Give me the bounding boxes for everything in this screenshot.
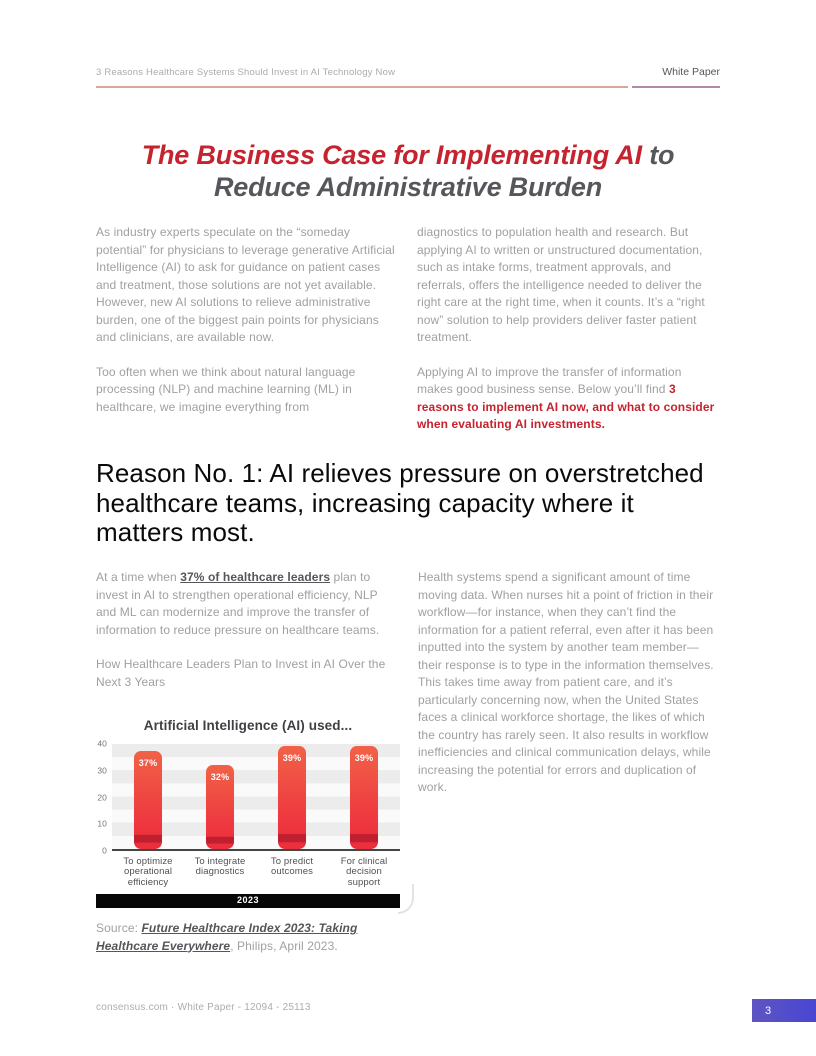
y-tick-label: 0 (102, 845, 107, 856)
x-category-label: To integrate diagnostics (194, 855, 246, 877)
paragraph-text: At a time when (96, 570, 181, 584)
bar-slot (256, 744, 328, 849)
bar-3 (278, 746, 306, 848)
bar-chart (96, 717, 400, 908)
reason-1-section (96, 569, 720, 955)
reason-1-right-column (418, 569, 720, 955)
page-title-line2: Reduce Administrative Burden (214, 172, 602, 202)
intro-paragraph: As industry experts speculate on the “someday potential” for physicians to leverage generative Artificial Intelligence (AI) to ask for guidance on patient cases and treatment, those solutions are not yet available. However, new AI solutions to relieve administrative burden, one of the biggest pain points for physicians and clinicians, are available now. (96, 225, 395, 344)
running-title: 3 Reasons Healthcare Systems Should Invest in AI Technology Now (96, 67, 396, 78)
x-category-label: For clinical decision support (340, 855, 388, 888)
bar-1 (134, 751, 162, 848)
y-tick-label: 20 (97, 791, 107, 802)
intro-paragraph-red-bold: 3 reasons to implement AI now, and what to consider when evaluating AI investments. (417, 382, 715, 431)
source-citation (96, 920, 396, 955)
intro-paragraph: diagnostics to population health and research. But applying AI to written or unstructured documentation, such as intake forms, treatment approvals, and referrals, offers the intelligence needed to deliver the right care at the right time, when it counts. It’s a “right now” solution to help providers deliver faster patient treatment. (417, 225, 705, 344)
document-type-label: White Paper (662, 66, 720, 78)
header-rule (96, 86, 720, 88)
y-tick-label: 30 (97, 765, 107, 775)
intro-paragraph (417, 364, 720, 434)
chart-plot (112, 744, 400, 851)
source-prefix: Source: (96, 921, 142, 935)
intro-left-column (96, 224, 399, 434)
decorative-corner-arc (398, 884, 414, 914)
y-tick-label: 40 (97, 738, 107, 749)
reason-paragraph: Health systems spend a significant amount of time moving data. When nurses hit a point of friction in their workflow—for instance, when they can’t find the information for a patient referral, even after it has been inputted into the system by another team member—their response is to type in the information themselves. This takes time away from patient care, and it’s particularly concerning now, when the United States faces a clinical workforce shortage, the likes of which the country has rarely seen. It also results in workflow inefficiencies and clinical communication delays, while increasing the potential for errors and duplication of work. (418, 570, 714, 794)
bar-value-label: 32% (210, 771, 230, 782)
paragraph-text: plan to invest in AI to strengthen operational efficiency, NLP and ML can modernize and improve the transfer of information to reduce pressure on healthcare teams. (96, 570, 380, 637)
chart-series-band (96, 894, 400, 908)
reason-1-heading: Reason No. 1: AI relieves pressure on overstretched healthcare teams, increasing capacity where it matters most. (96, 458, 704, 547)
chart-series-label: 2023 (236, 895, 260, 906)
bar-slot (184, 744, 256, 849)
bar-2 (206, 765, 234, 849)
y-tick-label: 10 (97, 818, 107, 829)
x-category-label: To predict outcomes (270, 855, 314, 877)
chart-x-labels (112, 851, 400, 889)
chart-intro-caption: How Healthcare Leaders Plan to Invest in AI Over the Next 3 Years (96, 657, 386, 689)
chart-title: Artificial Intelligence (AI) used... (143, 718, 353, 733)
page-number-badge (752, 999, 816, 1022)
source-link[interactable]: Future Healthcare Index 2023: Taking Healthcare Everywhere (96, 921, 358, 953)
bar-value-label: 37% (138, 758, 158, 769)
x-category-label: To optimize operational efficiency (123, 855, 173, 888)
healthcare-leaders-stat-link[interactable]: 37% of healthcare leaders (180, 570, 331, 584)
page-title (48, 139, 768, 203)
bar-slot (328, 744, 400, 849)
reason-paragraph (96, 569, 400, 639)
bar-4 (350, 746, 378, 848)
source-suffix: , Philips, April 2023. (230, 938, 338, 953)
page-title-suffix: to (641, 140, 675, 170)
intro-paragraph: Too often when we think about natural language processing (NLP) and machine learning (ML) in healthcare, we imagine everything from (96, 364, 356, 414)
bar-slot (112, 744, 184, 849)
page-header (96, 66, 720, 88)
header-rule-mauve (632, 86, 720, 88)
page-number: 3 (765, 1004, 772, 1017)
chart-y-axis (96, 738, 112, 856)
intro-paragraph-plain: Applying AI to improve the transfer of information makes good business sense. Below you’ll find (417, 364, 682, 396)
chart-body (96, 738, 400, 856)
page-title-red-part: The Business Case for Implementing AI (141, 140, 642, 170)
reason-1-left-column (96, 569, 400, 955)
bar-value-label: 39% (282, 753, 302, 764)
intro-section (96, 224, 720, 434)
header-rule-salmon (96, 86, 628, 88)
intro-right-column (417, 224, 720, 434)
bar-value-label: 39% (354, 753, 374, 764)
footer-info: consensus.com · White Paper - 12094 - 25113 (96, 1002, 311, 1013)
